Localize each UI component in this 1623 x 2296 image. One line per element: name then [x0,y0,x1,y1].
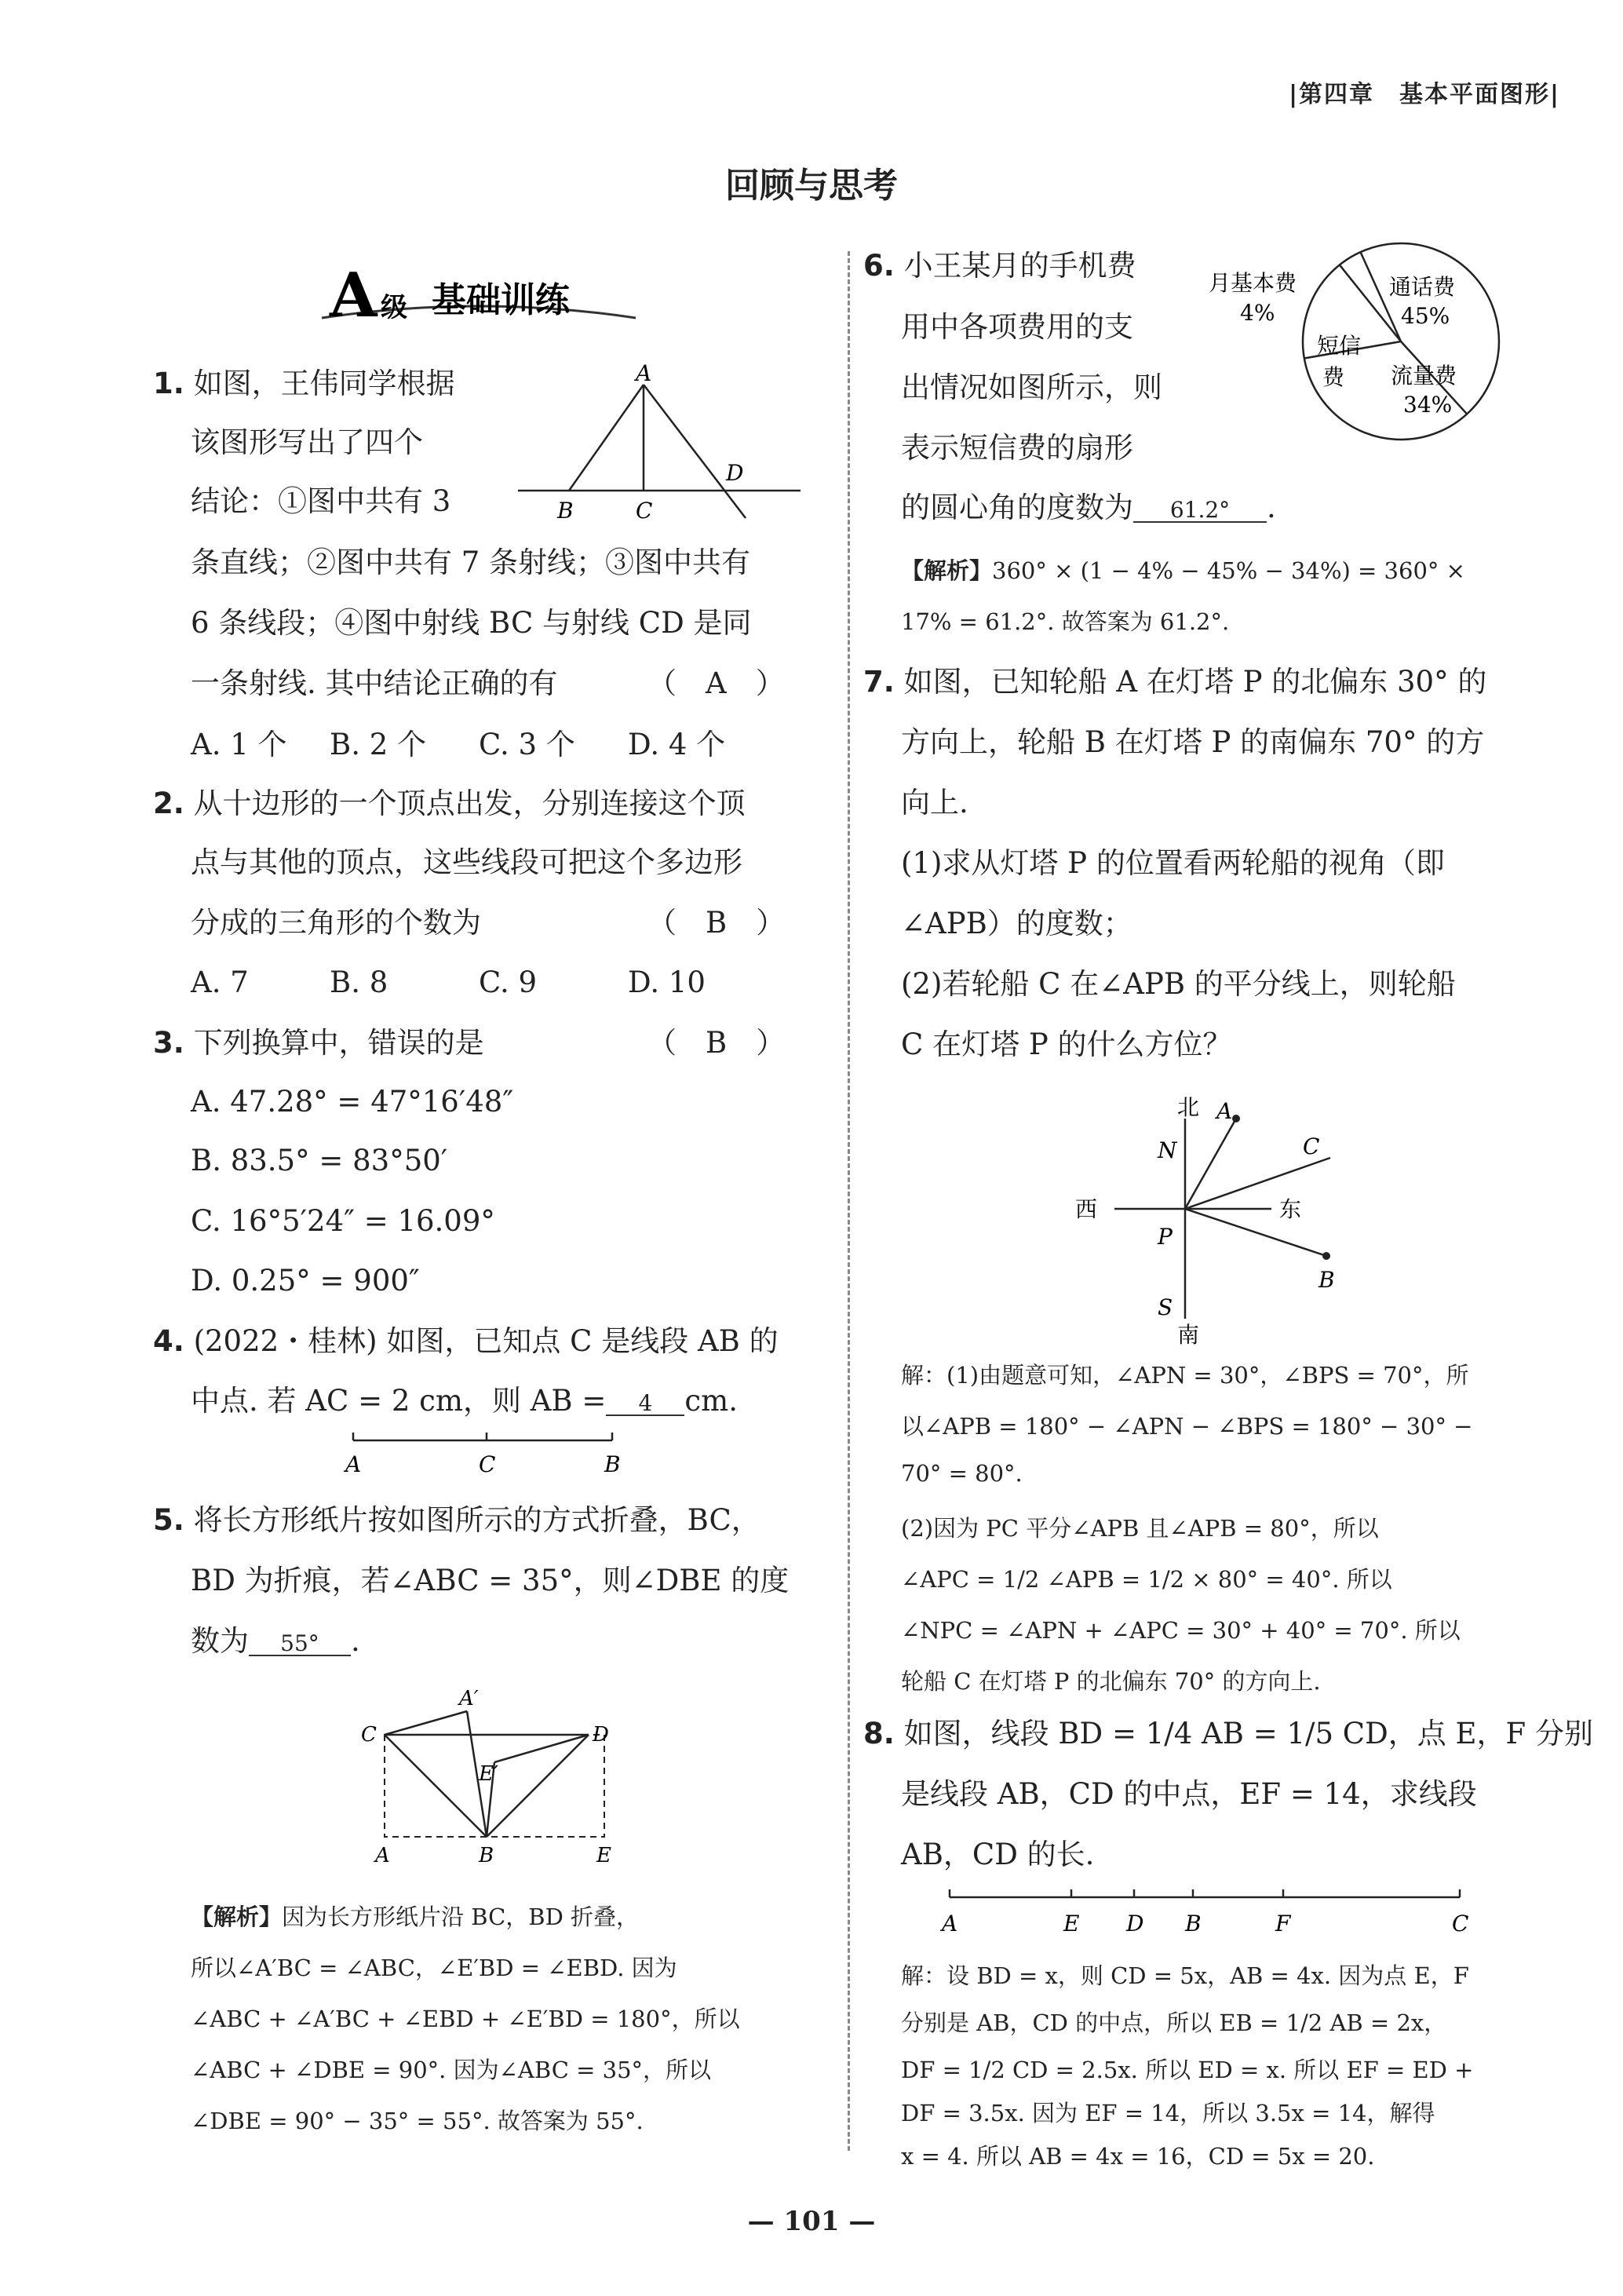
q5-line: BD 为折痕，若∠ABC = 35°，则∠DBE 的度 [191,1564,790,1597]
pie-label-sms: 短信 [1317,333,1362,359]
q7-solution: 轮船 C 在灯塔 P 的北偏东 70° 的方向上. [901,1668,1321,1695]
q1-line: 结论：①图中共有 3 [191,484,451,518]
q5-line3-pre: 数为 [191,1624,249,1658]
q4-label-a: A [345,1451,362,1477]
q7-line: ∠APB）的度数； [901,907,1132,940]
q2-option: C. 9 [479,965,538,999]
q3-option: D. 0.25° = 900″ [191,1264,420,1298]
grade-label: 基础训练 [432,280,570,320]
q6-line: 表示短信费的扇形 [901,431,1133,465]
chapter-header: |第四章 基本平面图形| [1289,81,1560,108]
q1-option: A. 1 个 [191,728,287,761]
q4-line2-pre: 中点. 若 AC = 2 cm，则 AB = [191,1384,607,1418]
q5-label-e-prime: E′ [479,1762,498,1786]
q3-number: 3. [153,1026,184,1060]
q7-label-west: 西 [1075,1196,1098,1222]
q5-blank: 55° [249,1633,351,1656]
q2-answer: （ B ） [647,906,786,940]
grade-banner [314,263,644,334]
q7-line: (1)求从灯塔 P 的位置看两轮船的视角（即 [901,846,1445,880]
q1-figure [510,361,808,542]
q7-label-n: N [1158,1137,1177,1163]
q2-number: 2. [153,787,184,820]
q7-line: (2)若轮船 C 在∠APB 的平分线上，则轮船 [901,967,1456,1001]
q7-solution: ∠NPC = ∠APN + ∠APC = 30° + 40° = 70°. 所以 [901,1617,1461,1644]
q5-analysis: 所以∠A′BC = ∠ABC，∠E′BD = ∠EBD. 因为 [191,1955,677,1981]
q8-number: 8. [863,1717,895,1750]
q3-option: A. 47.28° = 47°16′48″ [191,1085,514,1119]
q5-label-b: B [479,1844,494,1867]
q7-line: C 在灯塔 P 的什么方位？ [901,1028,1232,1061]
q3-answer: （ B ） [647,1026,786,1060]
q7-label-c: C [1303,1133,1320,1159]
q8-label-d: D [1126,1911,1144,1936]
q7-number: 7. [863,665,895,699]
q8-label-e: E [1063,1911,1080,1936]
q4-line2-post: cm. [684,1384,738,1418]
q1-number: 1. [153,367,184,400]
q5-figure [353,1688,636,1884]
q5-label-a: A [375,1844,390,1867]
q5-analysis: 因为长方形纸片沿 BC，BD 折叠， [282,1904,640,1930]
q6-pie-chart [1209,235,1538,447]
q4-number: 4. [153,1324,184,1358]
q8-line: AB，CD 的长. [901,1838,1095,1871]
q2-line: 分成的三角形的个数为 [191,906,481,940]
q8-solution: DF = 1/2 CD = 2.5x. 所以 ED = x. 所以 EF = ED + [901,2057,1474,2083]
q3-option: C. 16°5′24″ = 16.09° [191,1204,495,1238]
q1-line: 6 条线段；④图中射线 BC 与射线 CD 是同 [191,606,752,640]
q7-solution: 以∠APB = 180° − ∠APN − ∠BPS = 180° − 30° − [901,1413,1473,1440]
q7-label-east: 东 [1279,1196,1302,1222]
q1-answer: （ A ） [647,666,785,700]
q1-label-c: C [636,498,653,524]
q6-line5-pre: 的圆心角的度数为 [901,491,1133,524]
q5-number: 5. [153,1503,184,1537]
q1-line: 一条射线. 其中结论正确的有 [191,666,558,700]
q4-label-c: C [479,1451,496,1477]
q2-line: 点与其他的顶点，这些线段可把这个多边形 [191,845,742,879]
q7-line: 如图，已知轮船 A 在灯塔 P 的北偏东 30° 的 [903,665,1487,699]
q6-analysis: 17% = 61.2°. 故答案为 61.2°. [901,608,1230,635]
q1-line: 如图，王伟同学根据 [193,367,455,400]
q8-label-a: A [942,1911,958,1936]
q6-analysis: 360° × (1 − 4% − 45% − 34%) = 360° × [992,557,1465,584]
pie-label-call: 通话费 [1389,274,1456,300]
q3-stem: 下列换算中，错误的是 [193,1026,484,1060]
q4-label-b: B [604,1451,621,1477]
grade-level: 级 [381,292,407,323]
q8-solution: x = 4. 所以 AB = 4x = 16，CD = 5x = 20. [901,2143,1375,2170]
q5-line3-post: . [351,1624,360,1658]
q5-label-d: D [593,1723,609,1747]
q8-solution: 解：设 BD = x，则 CD = 5x，AB = 4x. 因为点 E，F [901,1962,1469,1989]
pie-label-call-pct: 45% [1401,303,1450,329]
q8-solution: DF = 3.5x. 因为 EF = 14，所以 3.5x = 14，解得 [901,2100,1435,2126]
q7-label-b: B [1318,1267,1335,1293]
q8-label-b: B [1185,1911,1202,1936]
q7-solution: 解：(1)由题意可知，∠APN = 30°，∠BPS = 70°，所 [901,1362,1469,1389]
q7-compass-figure [1067,1083,1397,1350]
q2-option: D. 10 [628,965,706,999]
q6-number: 6. [863,249,895,283]
q6-line5-post: . [1267,491,1276,524]
q5-label-a-prime: A′ [459,1688,479,1710]
q5-label-e: E [596,1844,611,1867]
q4-figure [337,1429,636,1484]
q8-line: 如图，线段 BD = 1/4 AB = 1/5 CD，点 E，F 分别 [903,1717,1593,1750]
q7-label-s: S [1158,1294,1173,1320]
q1-label-a: A [636,361,652,386]
pie-label-data-pct: 34% [1403,392,1453,418]
q6-line: 出情况如图所示，则 [901,370,1162,404]
q7-label-north: 北 [1177,1094,1200,1120]
q5-label-c: C [361,1723,377,1747]
q4-blank: 4 [606,1393,684,1416]
pie-label-sms-2: 费 [1322,364,1345,390]
q7-solution: ∠APC = 1/2 ∠APB = 1/2 × 80° = 40°. 所以 [901,1566,1392,1593]
q8-solution: 分别是 AB，CD 的中点，所以 EB = 1/2 AB = 2x， [901,2009,1447,2036]
q1-option: D. 4 个 [628,728,726,761]
q7-line: 方向上，轮船 B 在灯塔 P 的南偏东 70° 的方 [901,725,1485,759]
q1-line: 该图形写出了四个 [191,425,423,459]
q1-option: C. 3 个 [479,728,575,761]
pie-label-basic-pct: 4% [1240,300,1275,326]
column-divider [848,251,850,2151]
q4-line1: (2022・桂林) 如图，已知点 C 是线段 AB 的 [193,1324,779,1358]
q1-label-b: B [557,498,574,524]
q8-line: 是线段 AB，CD 的中点，EF = 14，求线段 [901,1777,1477,1811]
q2-option: A. 7 [191,965,249,999]
q5-line: 将长方形纸片按如图所示的方式折叠，BC， [193,1503,760,1537]
pie-label-basic: 月基本费 [1209,270,1297,296]
q6-analysis-tag: 【解析】 [901,557,993,584]
q8-label-f: F [1275,1911,1291,1936]
q7-label-south: 南 [1177,1322,1200,1348]
q1-label-d: D [726,460,744,486]
q7-line: 向上. [901,786,968,819]
q1-line: 条直线；②图中共有 7 条射线；③图中共有 [191,546,751,579]
q2-option: B. 8 [330,965,388,999]
q7-solution: 70° = 80°. [901,1460,1023,1487]
q5-analysis-tag: 【解析】 [191,1904,283,1930]
q7-label-p: P [1158,1224,1173,1250]
q3-option: B. 83.5° = 83°50′ [191,1144,448,1177]
q6-blank: 61.2° [1133,499,1267,523]
q5-analysis: ∠ABC + ∠DBE = 90°. 因为∠ABC = 35°，所以 [191,2057,712,2083]
q6-line: 小王某月的手机费 [903,249,1136,283]
q7-solution: (2)因为 PC 平分∠APB 且∠APB = 80°，所以 [901,1515,1379,1542]
pie-label-data: 流量费 [1391,363,1457,389]
page-title: 回顾与思考 [725,166,898,206]
grade-letter: A [330,263,377,331]
page-number: — 101 — [747,2206,876,2237]
q5-analysis: ∠ABC + ∠A′BC + ∠EBD + ∠E′BD = 180°，所以 [191,2006,740,2032]
q7-label-a: A [1216,1098,1233,1124]
q2-line: 从十边形的一个顶点出发，分别连接这个顶 [193,787,746,820]
q8-figure [934,1888,1483,1947]
q6-line: 用中各项费用的支 [901,310,1133,344]
q5-analysis: ∠DBE = 90° − 35° = 55°. 故答案为 55°. [191,2108,644,2134]
q8-label-c: C [1452,1911,1469,1936]
q1-option: B. 2 个 [330,728,427,761]
